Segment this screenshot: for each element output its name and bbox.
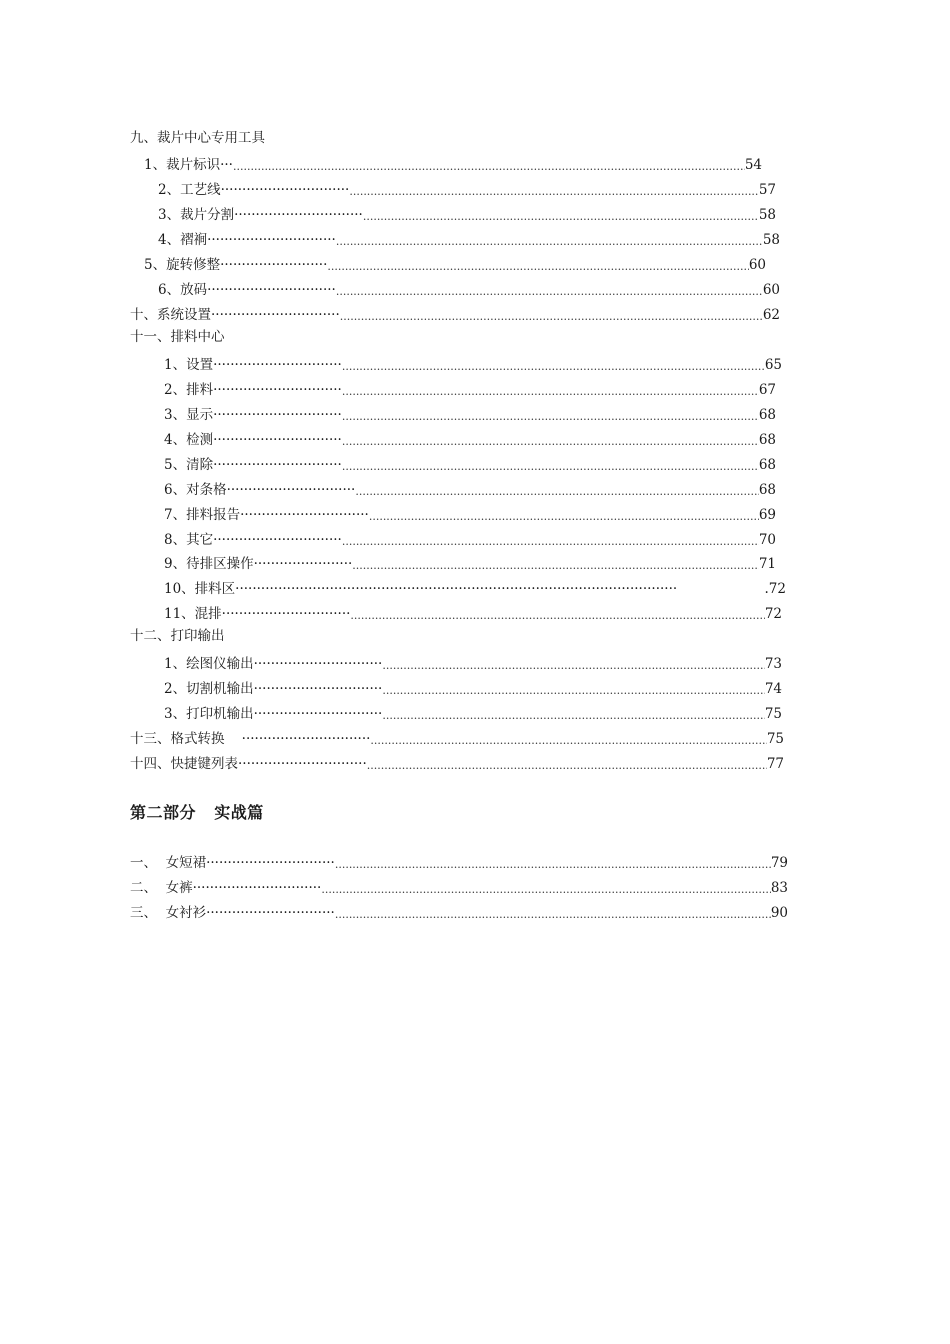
toc-entry: [130, 850, 788, 872]
toc-entry: [164, 402, 776, 424]
toc-entry-label: 三、 女衬衫······························: [130, 905, 335, 921]
toc-heading-12: 十二、打印输出: [130, 628, 225, 644]
toc-entry-label: 1、设置······························: [164, 357, 342, 373]
toc-entry-label: 4、检测······························: [164, 432, 342, 448]
toc-entry: [164, 427, 776, 449]
toc-entry-page: 77: [766, 756, 784, 772]
toc-entry-page: 54: [744, 157, 762, 173]
toc-entry-page: 90: [770, 905, 788, 921]
toc-entry: [130, 726, 784, 748]
toc-entry-page: 58: [762, 232, 780, 248]
toc-entry: [158, 277, 780, 299]
toc-leader: [363, 209, 759, 224]
toc-entry-label: 8、其它······························: [164, 532, 342, 548]
toc-entry: [130, 751, 784, 773]
toc-leader: [336, 234, 763, 249]
toc-entry-page: 75: [764, 706, 782, 722]
toc-entry-label: 9、待排区操作·······················: [164, 556, 353, 572]
toc-entry: [164, 477, 776, 499]
toc-leader: [342, 359, 765, 374]
toc-entry: [144, 252, 766, 274]
toc-entry: [130, 302, 780, 324]
toc-entry-label: 7、排料报告······························: [164, 507, 369, 523]
toc-entry-page: 58: [758, 207, 776, 223]
toc-entry-page: 62: [762, 307, 780, 323]
toc-entry-page: 74: [764, 681, 782, 697]
toc-entry: [158, 177, 776, 199]
toc-leader: [335, 857, 771, 872]
toc-entry-label: 6、对条格······························: [164, 482, 356, 498]
toc-leader: [349, 184, 758, 199]
toc-entry-page: 68: [758, 457, 776, 473]
toc-entry-label: 十三、格式转换 ······························: [130, 731, 371, 747]
toc-entry: [164, 377, 776, 399]
toc-entry-page: 71: [758, 556, 776, 572]
toc-leader: [342, 384, 759, 399]
toc-leader: [382, 708, 764, 723]
toc-entry: [164, 651, 782, 673]
toc-leader: [340, 309, 763, 324]
toc-leader: [342, 534, 759, 549]
toc-entry-label: 2、工艺线······························: [158, 182, 350, 198]
toc-entry-label: 1、绘图仪输出······························: [164, 656, 383, 672]
toc-entry: [130, 875, 788, 897]
toc-entry-page: 68: [758, 482, 776, 498]
toc-leader: [382, 683, 764, 698]
toc-entry-label: 6、放码······························: [158, 282, 336, 298]
toc-entry-page: 75: [766, 731, 784, 747]
toc-entry-page: .72: [764, 581, 786, 597]
toc-entry-page: 67: [758, 382, 776, 398]
toc-entry: [164, 576, 786, 598]
toc-entry-page: 69: [758, 507, 776, 523]
toc-entry-label: 3、显示······························: [164, 407, 342, 423]
toc-entry-label: 5、清除······························: [164, 457, 342, 473]
toc-entry-page: 72: [764, 606, 782, 622]
toc-entry: [164, 601, 782, 623]
toc-entry: [164, 701, 782, 723]
toc-leader: [369, 509, 759, 524]
toc-entry-label: 一、 女短裙······························: [130, 855, 335, 871]
toc-entry-label: 3、打印机输出······························: [164, 706, 383, 722]
toc-entry-label: 十、系统设置······························: [130, 307, 340, 323]
toc-leader: [342, 459, 759, 474]
toc-entry-label: 二、 女裤······························: [130, 880, 322, 896]
toc-entry-label: 1、裁片标识···: [144, 157, 233, 173]
toc-leader: [321, 882, 770, 897]
toc-entry-page: 79: [770, 855, 788, 871]
toc-leader: [350, 608, 764, 623]
part-two-title: 第二部分 实战篇: [130, 803, 264, 822]
toc-entry: [158, 227, 780, 249]
toc-entry-label: 10、排料区·······································································································: [164, 581, 678, 597]
toc-entry-label: 11、混排······························: [164, 606, 351, 622]
toc-entry: [130, 900, 788, 922]
toc-heading-11: 十一、排料中心: [130, 329, 225, 345]
toc-leader: [352, 558, 759, 573]
toc-entry: [158, 202, 776, 224]
toc-entry: [164, 502, 776, 524]
toc-leader: [336, 284, 763, 299]
toc-entry-label: 2、排料······························: [164, 382, 342, 398]
toc-heading-9: 九、裁片中心专用工具: [130, 130, 265, 146]
toc-leader: [335, 907, 771, 922]
toc-entry-page: 65: [764, 357, 782, 373]
toc-entry-page: 68: [758, 407, 776, 423]
toc-entry-page: 60: [748, 257, 766, 273]
toc-leader: [342, 434, 759, 449]
toc-entry: [164, 527, 776, 549]
toc-entry-page: 73: [764, 656, 782, 672]
toc-entry-page: 83: [770, 880, 788, 896]
toc-leader: [382, 658, 764, 673]
toc-entry: [164, 452, 776, 474]
toc-leader: [327, 259, 748, 274]
toc-entry-page: 60: [762, 282, 780, 298]
toc-entry: [164, 676, 782, 698]
toc-leader: [367, 758, 767, 773]
toc-entry: [164, 551, 776, 573]
toc-entry: [144, 152, 762, 174]
toc-entry-page: 70: [758, 532, 776, 548]
toc-entry-label: 十四、快捷键列表······························: [130, 756, 367, 772]
toc-entry-label: 4、褶裥······························: [158, 232, 336, 248]
toc-entry-page: 57: [758, 182, 776, 198]
toc-entry-label: 3、裁片分割······························: [158, 207, 363, 223]
toc-entry-page: 68: [758, 432, 776, 448]
toc-entry-label: 5、旋转修整·························: [144, 257, 328, 273]
toc-leader: [233, 159, 745, 174]
toc-leader: [370, 733, 766, 748]
toc-leader: [342, 409, 759, 424]
toc-entry-label: 2、切割机输出······························: [164, 681, 383, 697]
toc-leader: [355, 484, 758, 499]
toc-entry: [164, 352, 782, 374]
